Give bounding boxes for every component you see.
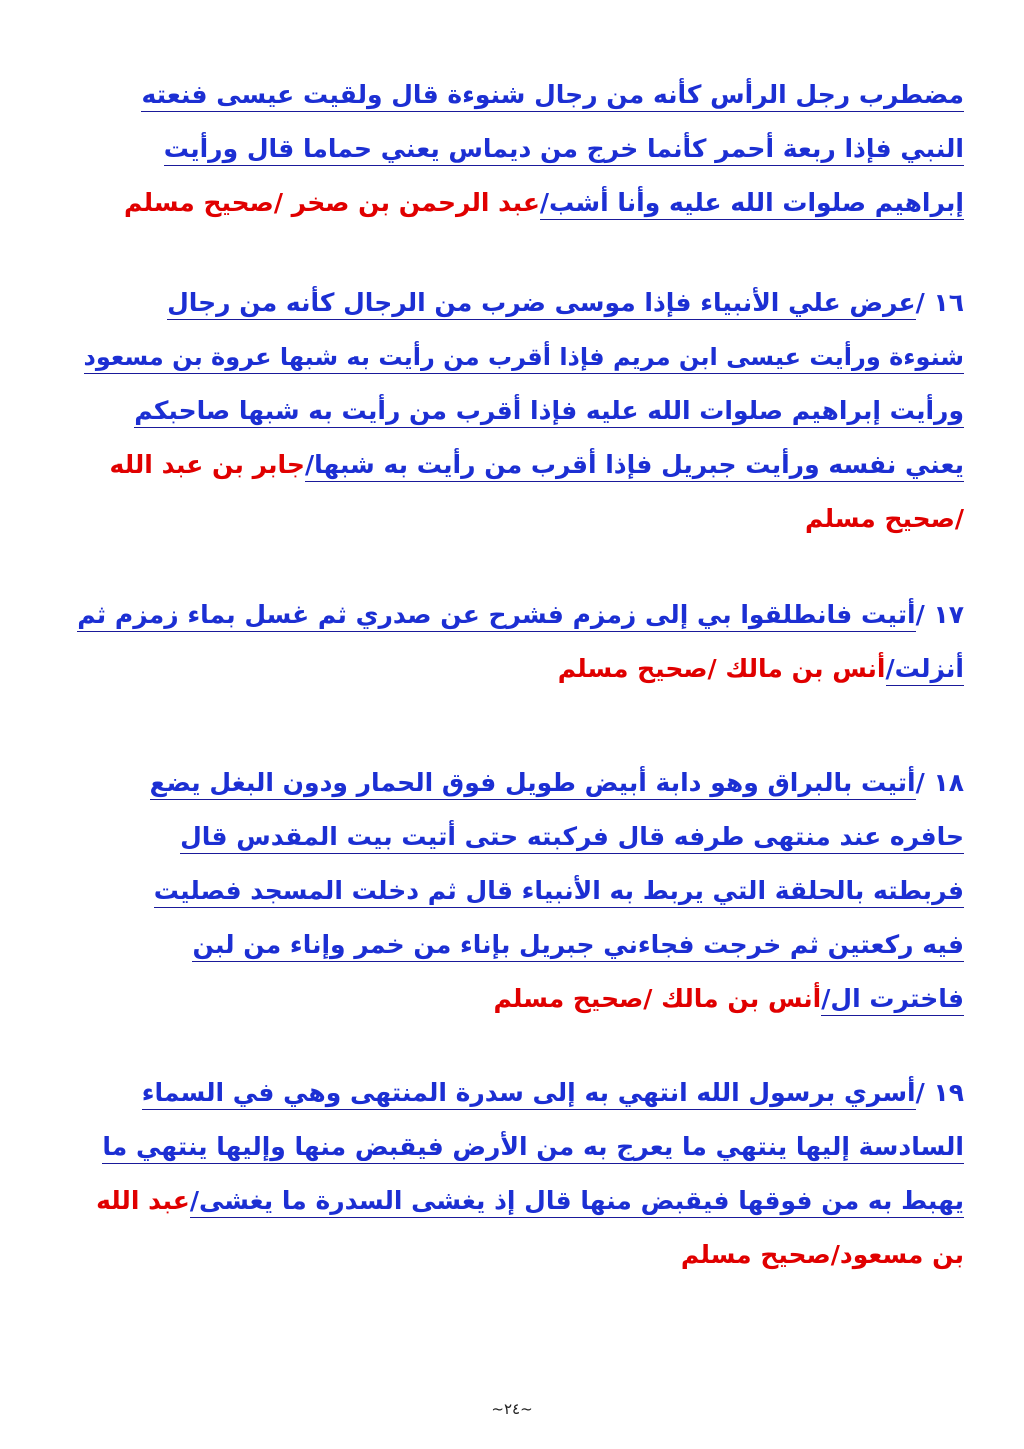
hadith-source: عبد الله [96,1186,190,1215]
hadith-line [60,442,964,496]
hadith-continuation [60,72,964,234]
hadith-text: فربطته بالحلقة التي يربط به الأنبياء قال ثم دخلت المسجد فصليت [154,876,964,908]
hadith-line [60,496,964,550]
hadith-line [60,1178,964,1232]
hadith-text: السادسة إليها ينتهي ما يعرج به من الأرض فيقبض منها وإليها ينتهي ما [102,1132,964,1164]
hadith-line [60,814,964,868]
hadith-line [60,922,964,976]
hadith-line [60,180,964,234]
hadith-text: فاخترت ال/ [821,984,964,1016]
hadith-line [60,868,964,922]
hadith-source: بن مسعود/صحيح مسلم [680,1240,964,1269]
hadith-text: حافره عند منتهى طرفه قال فركبته حتى أتيت بيت المقدس قال [180,822,964,854]
hadith-line [60,388,964,442]
hadith-line [60,976,964,1030]
hadith-line [60,334,964,388]
hadith-text: يهبط به من فوقها فيقبض منها قال إذ يغشى السدرة ما يغشى/ [190,1186,964,1218]
hadith-source: جابر بن عبد الله [109,450,305,479]
hadith-number: ١٩ / [915,1078,964,1107]
hadith-text: أسري برسول الله انتهي به إلى سدرة المنتهى وهي في السماء [142,1078,916,1110]
hadith-number: ١٧ / [915,600,964,629]
hadith-source: عبد الرحمن بن صخر /صحيح مسلم [124,188,540,217]
hadith-19 [60,1070,964,1286]
hadith-18 [60,760,964,1030]
hadith-text: أنزلت/ [886,654,965,686]
hadith-line [60,1232,964,1286]
hadith-text: إبراهيم صلوات الله عليه وأنا أشب/ [540,188,964,220]
hadith-text: أتيت فانطلقوا بي إلى زمزم فشرح عن صدري ثم غسل بماء زمزم ثم [77,600,915,632]
hadith-line [60,646,964,700]
hadith-number: ١٨ / [915,768,964,797]
hadith-line [60,280,964,334]
hadith-text: يعني نفسه ورأيت جبريل فإذا أقرب من رأيت به شبها/ [305,450,964,482]
hadith-source: أنس بن مالك /صحيح مسلم [557,654,886,683]
hadith-text: ورأيت إبراهيم صلوات الله عليه فإذا أقرب من رأيت به شبها صاحبكم [134,396,964,428]
hadith-source: /صحيح مسلم [805,504,964,533]
hadith-line [60,1070,964,1124]
hadith-text: شنوءة ورأيت عيسى ابن مريم فإذا أقرب من رأيت به شبها عروة بن مسعود [84,343,964,374]
hadith-text: مضطرب رجل الرأس كأنه من رجال شنوءة قال ولقيت عيسى فنعته [141,80,964,112]
hadith-line [60,126,964,180]
hadith-text: فيه ركعتين ثم خرجت فجاءني جبريل بإناء من خمر وإناء من لبن [192,930,964,962]
hadith-16 [60,280,964,550]
hadith-line [60,592,964,646]
hadith-number: ١٦ / [915,288,964,317]
hadith-text: أتيت بالبراق وهو دابة أبيض طويل فوق الحمار ودون البغل يضع [150,768,916,800]
hadith-text: النبي فإذا ربعة أحمر كأنما خرج من ديماس يعني حماما قال ورأيت [164,134,964,166]
hadith-source: أنس بن مالك /صحيح مسلم [493,984,822,1013]
hadith-line [60,72,964,126]
hadith-text: عرض علي الأنبياء فإذا موسى ضرب من الرجال كأنه من رجال [167,288,916,320]
page-number: ~٢٤~ [491,1400,533,1418]
hadith-17 [60,592,964,700]
hadith-line [60,1124,964,1178]
hadith-line [60,760,964,814]
